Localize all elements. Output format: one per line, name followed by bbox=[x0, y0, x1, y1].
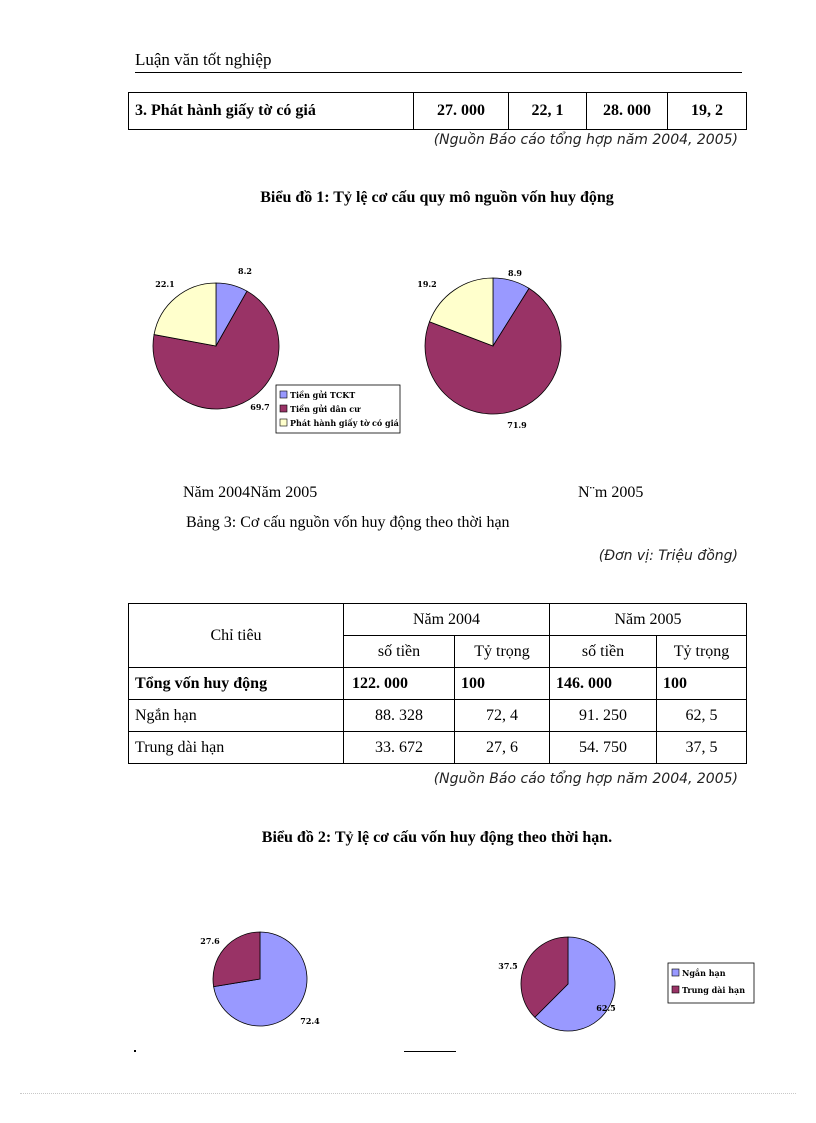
pie-value-label: 72.4 bbox=[300, 1016, 320, 1026]
table-cell: 72, 4 bbox=[455, 700, 550, 732]
table3-caption: Bảng 3: Cơ cấu nguồn vốn huy động theo thời hạn bbox=[186, 514, 510, 531]
row-label: 3. Phát hành giấy tờ có giá bbox=[129, 93, 414, 130]
legend-label: Tiền gửi TCKT bbox=[290, 390, 356, 400]
table-cell: 19, 2 bbox=[668, 93, 747, 130]
pie-slice-phat-hanh-giay-to-co-gia bbox=[154, 283, 216, 346]
table-cell: 62, 5 bbox=[657, 700, 747, 732]
table-cell: 91. 250 bbox=[550, 700, 657, 732]
table-row bbox=[129, 668, 747, 700]
table-cell: 27. 000 bbox=[414, 93, 509, 130]
pie-value-label: 71.9 bbox=[507, 420, 527, 430]
source-note-2: (Nguồn Báo cáo tổng hợp năm 2004, 2005) bbox=[433, 771, 738, 787]
column-header-2005: Năm 2005 bbox=[550, 604, 747, 636]
chart1-2005-pie bbox=[405, 255, 605, 445]
pie-slice-trung-dai-han bbox=[213, 932, 260, 987]
chart2-title: Biểu đồ 2: Tỷ lệ cơ cấu vốn huy động theo thời hạn. bbox=[261, 829, 613, 846]
table-cell: 100 bbox=[455, 668, 550, 700]
source-note: (Nguồn Báo cáo tổng hợp năm 2004, 2005) bbox=[433, 132, 738, 148]
pie-value-label: 19.2 bbox=[417, 279, 437, 289]
chart1-year-label-left: Năm 2004Năm 2005 bbox=[183, 484, 318, 501]
table-header-row bbox=[129, 604, 747, 636]
subheader-ratio-2004: Tỷ trọng bbox=[455, 636, 550, 668]
table-cell: 33. 672 bbox=[344, 732, 455, 764]
table-cell: 100 bbox=[657, 668, 747, 700]
table-cell: 37, 5 bbox=[657, 732, 747, 764]
table3 bbox=[128, 603, 747, 764]
column-header-criteria: Chỉ tiêu bbox=[129, 604, 344, 668]
table-cell: 22, 1 bbox=[509, 93, 587, 130]
chart1-year-label-right: N¨m 2005 bbox=[578, 484, 644, 501]
pie-value-label: 62.5 bbox=[596, 1003, 616, 1013]
pie-value-label: 8.2 bbox=[238, 266, 252, 276]
row-label: Trung dài hạn bbox=[129, 732, 344, 764]
pie-value-label: 8.9 bbox=[508, 268, 522, 278]
funding-table-continued bbox=[128, 92, 747, 130]
chart2-2005-pie bbox=[485, 925, 765, 1040]
pie-value-label: 22.1 bbox=[155, 279, 175, 289]
legend-label: Trung dài hạn bbox=[682, 985, 746, 995]
table-cell: 54. 750 bbox=[550, 732, 657, 764]
table-row bbox=[129, 700, 747, 732]
chart1-title: Biểu đồ 1: Tỷ lệ cơ cấu quy mô nguồn vốn huy động bbox=[260, 189, 614, 206]
legend-swatch bbox=[280, 419, 287, 426]
chart-legend bbox=[668, 963, 754, 1003]
pie-value-label: 27.6 bbox=[200, 936, 220, 946]
legend-swatch bbox=[672, 986, 679, 993]
column-header-2004: Năm 2004 bbox=[344, 604, 550, 636]
table-row bbox=[129, 732, 747, 764]
page-mark bbox=[134, 1050, 136, 1052]
chart2-2004-pie bbox=[185, 920, 345, 1035]
pie-value-label: 37.5 bbox=[498, 961, 518, 971]
legend-label: Ngắn hạn bbox=[682, 968, 726, 978]
table-cell: 27, 6 bbox=[455, 732, 550, 764]
legend-swatch bbox=[280, 391, 287, 398]
chart1-2004-pie bbox=[130, 255, 430, 445]
legend-swatch bbox=[280, 405, 287, 412]
subheader-amount-2005: số tiền bbox=[550, 636, 657, 668]
legend-swatch bbox=[672, 969, 679, 976]
row-label: Ngắn hạn bbox=[129, 700, 344, 732]
header-divider bbox=[135, 72, 742, 73]
page-rule bbox=[404, 1051, 456, 1052]
unit-note: (Đơn vị: Triệu đồng) bbox=[598, 548, 738, 564]
table-row bbox=[129, 93, 747, 130]
page-bottom-border bbox=[20, 1093, 796, 1094]
page-header-title: Luận văn tốt nghiệp bbox=[135, 50, 272, 69]
row-label: Tổng vốn huy động bbox=[129, 668, 344, 700]
legend-label: Tiền gửi dân cư bbox=[290, 404, 360, 414]
legend-label: Phát hành giấy tờ có giá bbox=[290, 418, 399, 428]
chart-legend bbox=[276, 385, 400, 433]
subheader-amount-2004: số tiền bbox=[344, 636, 455, 668]
subheader-ratio-2005: Tỷ trọng bbox=[657, 636, 747, 668]
table-cell: 28. 000 bbox=[587, 93, 668, 130]
table-cell: 122. 000 bbox=[344, 668, 455, 700]
table-cell: 88. 328 bbox=[344, 700, 455, 732]
pie-value-label: 69.7 bbox=[250, 402, 270, 412]
table-cell: 146. 000 bbox=[550, 668, 657, 700]
